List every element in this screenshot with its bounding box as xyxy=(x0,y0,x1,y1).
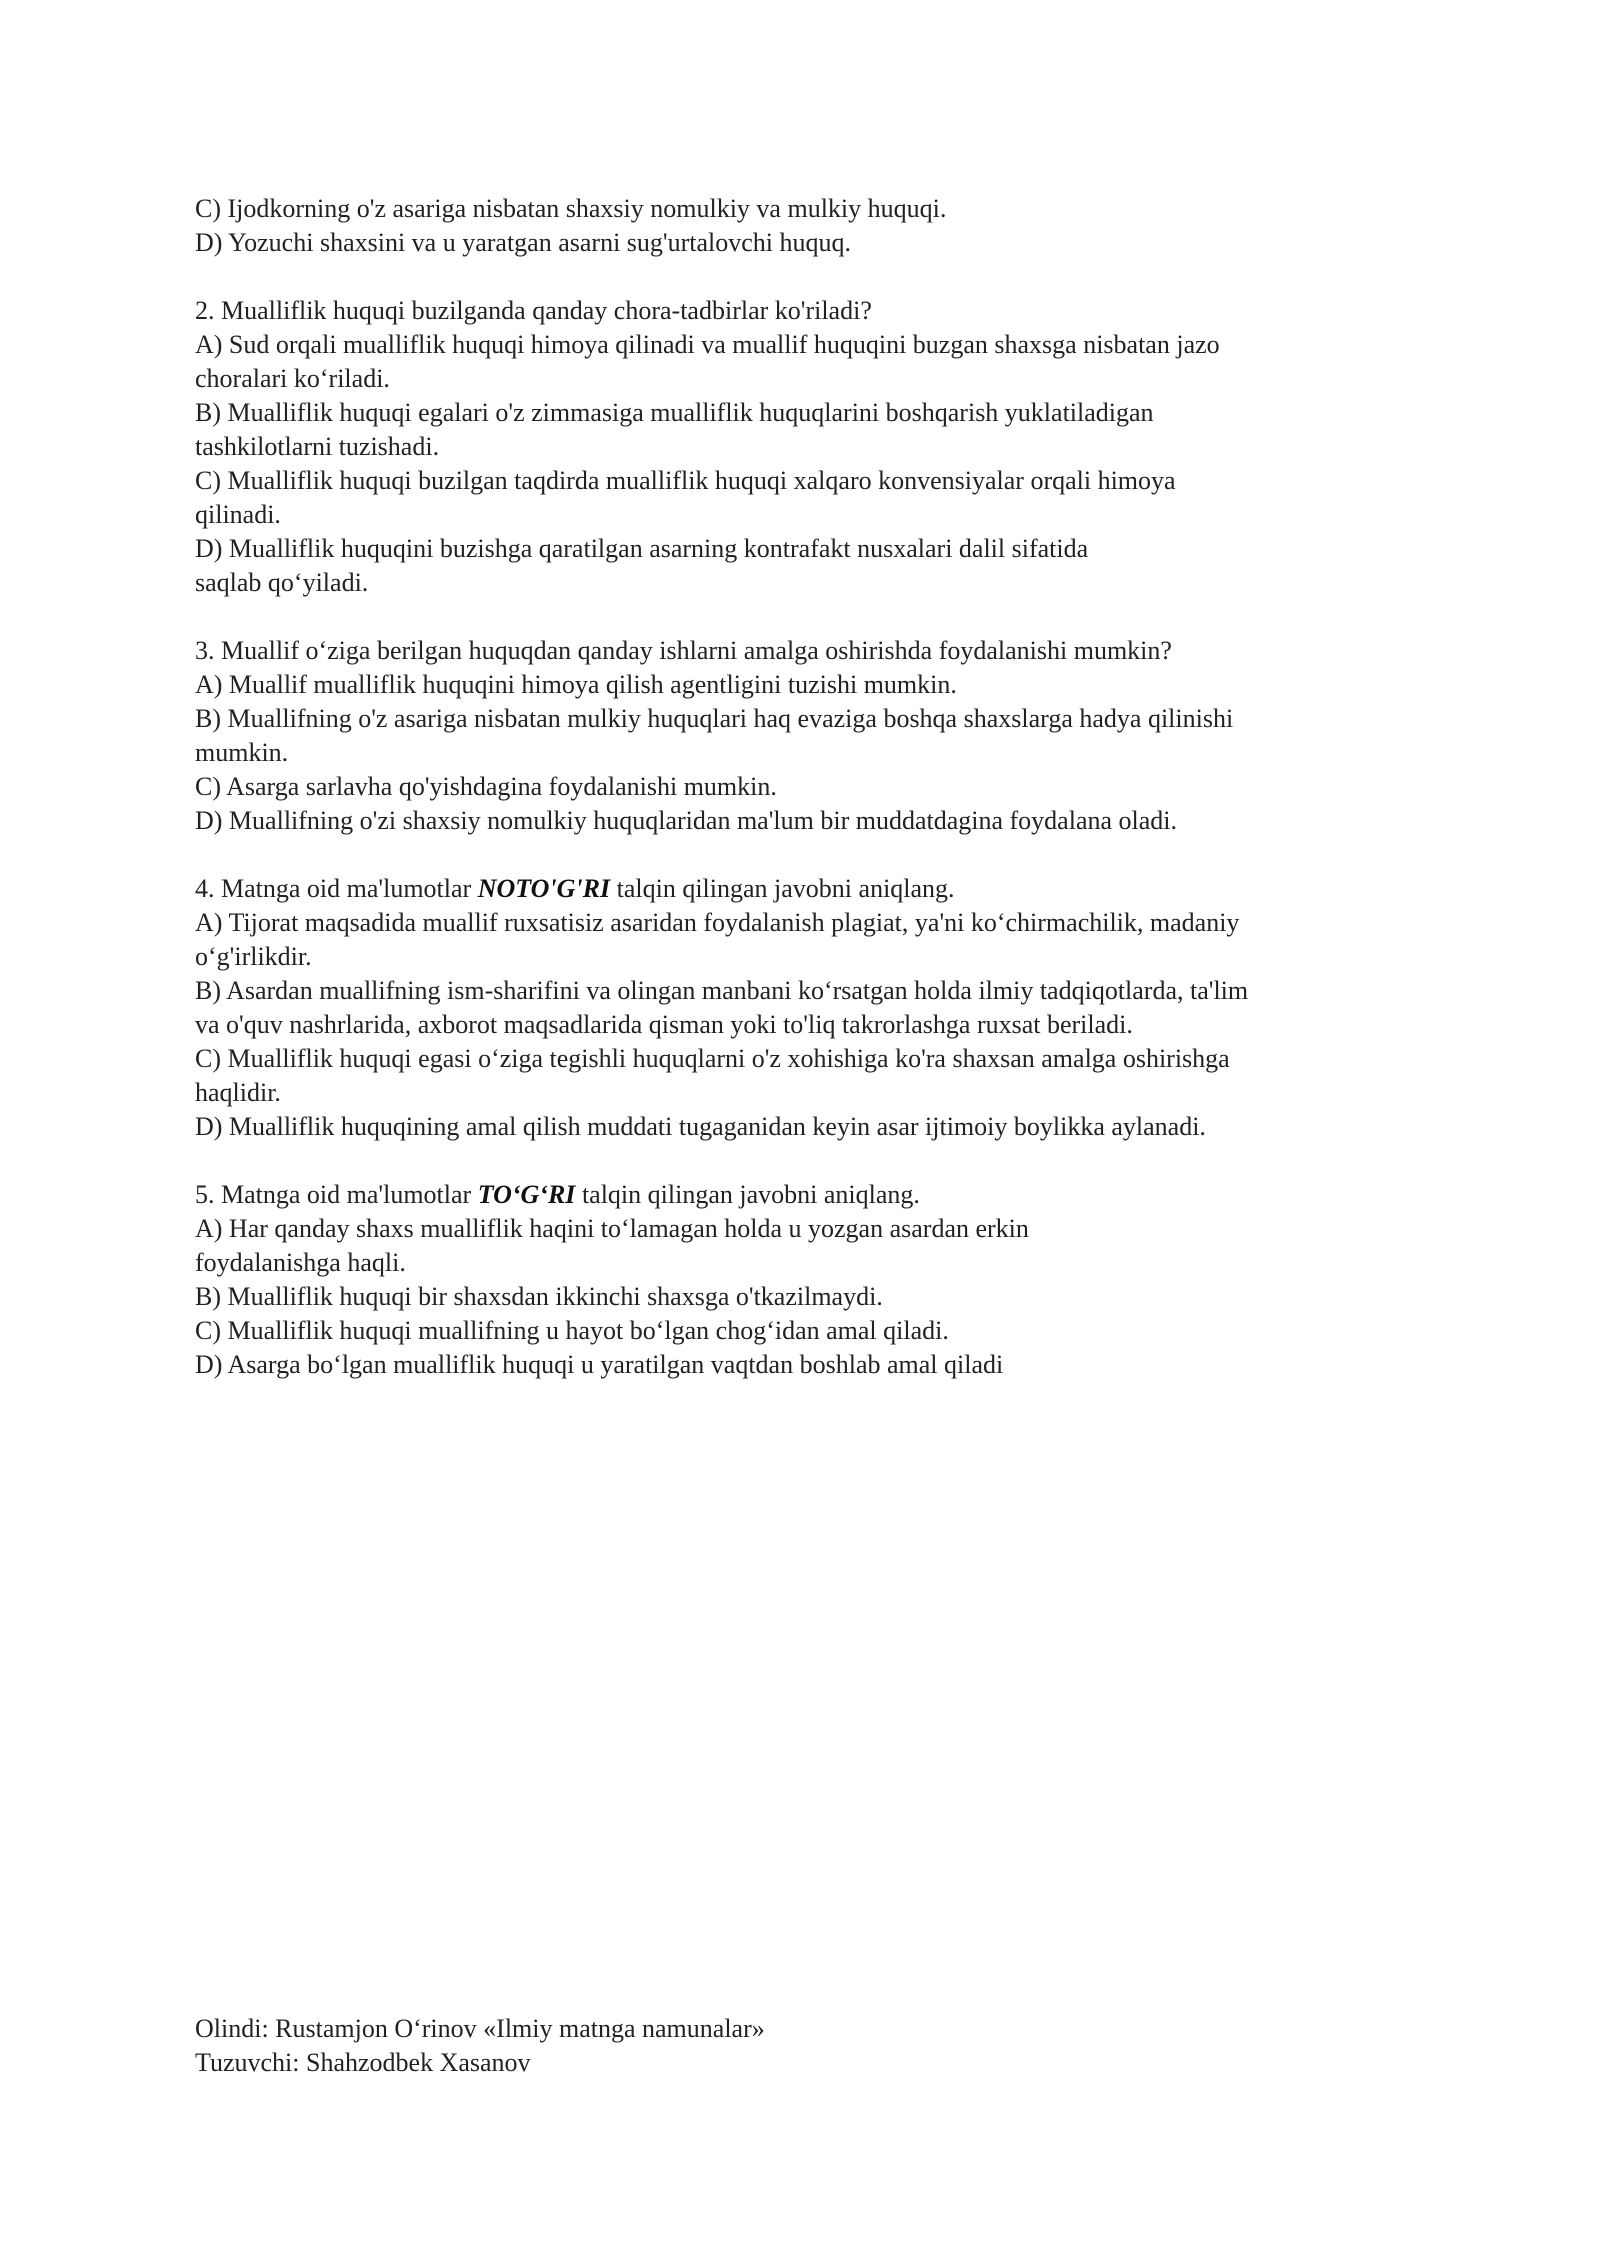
option-b: B) Muallifning o'z asariga nisbatan mulkiy huquqlari haq evaziga boshqa shaxslarga hadya qilinishi xyxy=(195,704,1234,733)
question-text xyxy=(195,872,1435,906)
option-a-cont: choralari ko‘riladi. xyxy=(195,364,390,393)
question-suffix: talqin qilingan javobni aniqlang. xyxy=(575,1180,920,1209)
question-2 xyxy=(195,294,1435,600)
option-d: D) Asarga bo‘lgan mualliflik huquqi u yaratilgan vaqtdan boshlab amal qiladi xyxy=(195,1350,1004,1379)
question-5 xyxy=(195,1178,1435,1382)
source-credit: Olindi: Rustamjon O‘rinov «Ilmiy matnga namunalar» xyxy=(195,2014,765,2043)
option-c: C) Mualliflik huquqi buzilgan taqdirda mualliflik huquqi xalqaro konvensiyalar orqali himoya xyxy=(195,466,1176,495)
option-c: C) Mualliflik huquqi egasi o‘ziga tegishli huquqlarni o'z xohishiga ko'ra shaxsan amalga oshirishga xyxy=(195,1044,1230,1073)
option-b: B) Mualliflik huquqi egalari o'z zimmasiga mualliflik huquqlarini boshqarish yuklatiladigan xyxy=(195,398,1154,427)
emphasis-to-gri: TO‘G‘RI xyxy=(477,1180,576,1209)
question-prefix: 5. Matnga oid ma'lumotlar xyxy=(195,1180,478,1209)
option-b-cont: tashkilotlarni tuzishadi. xyxy=(195,432,440,461)
option-a: A) Tijorat maqsadida muallif ruxsatisiz asaridan foydalanish plagiat, ya'ni ko‘chirmachilik, madaniy xyxy=(195,908,1240,937)
option-c-cont: qilinadi. xyxy=(195,500,281,529)
spacer xyxy=(195,1144,1435,1178)
option-d: D) Muallifning o'zi shaxsiy nomulkiy huquqlaridan ma'lum bir muddatdagina foydalana oladi. xyxy=(195,806,1178,835)
spacer xyxy=(195,260,1435,294)
option-c: C) Mualliflik huquqi muallifning u hayot bo‘lgan chog‘idan amal qiladi. xyxy=(195,1316,949,1345)
question-4 xyxy=(195,872,1435,1144)
question-1-options xyxy=(195,192,1435,260)
option-a: A) Sud orqali mualliflik huquqi himoya qilinadi va muallif huquqini buzgan shaxsga nisbatan jazo xyxy=(195,330,1220,359)
option-b-cont: va o'quv nashrlarida, axborot maqsadlarida qisman yoki to'liq takrorlashga ruxsat beriladi. xyxy=(195,1010,1133,1039)
option-b: B) Asardan muallifning ism-sharifini va olingan manbani ko‘rsatgan holda ilmiy tadqiqotlarda, ta'lim xyxy=(195,976,1249,1005)
option-d: D) Mualliflik huquqini buzishga qaratilgan asarning kontrafakt nusxalari dalil sifatida xyxy=(195,534,1089,563)
option-c: C) Asarga sarlavha qo'yishdagina foydalanishi mumkin. xyxy=(195,772,777,801)
spacer xyxy=(195,838,1435,872)
question-suffix: talqin qilingan javobni aniqlang. xyxy=(610,874,955,903)
emphasis-noto-gri: NOTO'G'RI xyxy=(477,874,611,903)
option-a-cont: foydalanishga haqli. xyxy=(195,1248,406,1277)
option-b-cont: mumkin. xyxy=(195,738,289,767)
option-c-cont: haqlidir. xyxy=(195,1078,281,1107)
option-a: A) Har qanday shaxs mualliflik haqini to‘lamagan holda u yozgan asardan erkin xyxy=(195,1214,1029,1243)
option-a: A) Muallif mualliflik huquqini himoya qilish agentligini tuzishi mumkin. xyxy=(195,670,957,699)
option-c: C) Ijodkorning o'z asariga nisbatan shaxsiy nomulkiy va mulkiy huquqi. xyxy=(195,194,947,223)
option-d: D) Yozuchi shaxsini va u yaratgan asarni sug'urtalovchi huquq. xyxy=(195,228,852,257)
spacer xyxy=(195,600,1435,634)
option-d-cont: saqlab qo‘yiladi. xyxy=(195,568,369,597)
question-text xyxy=(195,1178,1435,1212)
document-body xyxy=(195,192,1435,1382)
document-footer xyxy=(195,2012,1435,2080)
question-text: 2. Mualliflik huquqi buzilganda qanday chora-tadbirlar ko'riladi? xyxy=(195,296,872,325)
option-b: B) Mualliflik huquqi bir shaxsdan ikkinchi shaxsga o'tkazilmaydi. xyxy=(195,1282,883,1311)
question-3 xyxy=(195,634,1435,838)
option-d: D) Mualliflik huquqining amal qilish muddati tugaganidan keyin asar ijtimoiy boylikka aylanadi. xyxy=(195,1112,1206,1141)
question-prefix: 4. Matnga oid ma'lumotlar xyxy=(195,874,478,903)
question-text: 3. Muallif o‘ziga berilgan huquqdan qanday ishlarni amalga oshirishda foydalanishi mumkin? xyxy=(195,636,1172,665)
option-a-cont: o‘g'irlikdir. xyxy=(195,942,312,971)
compiler-credit: Tuzuvchi: Shahzodbek Xasanov xyxy=(195,2048,531,2077)
